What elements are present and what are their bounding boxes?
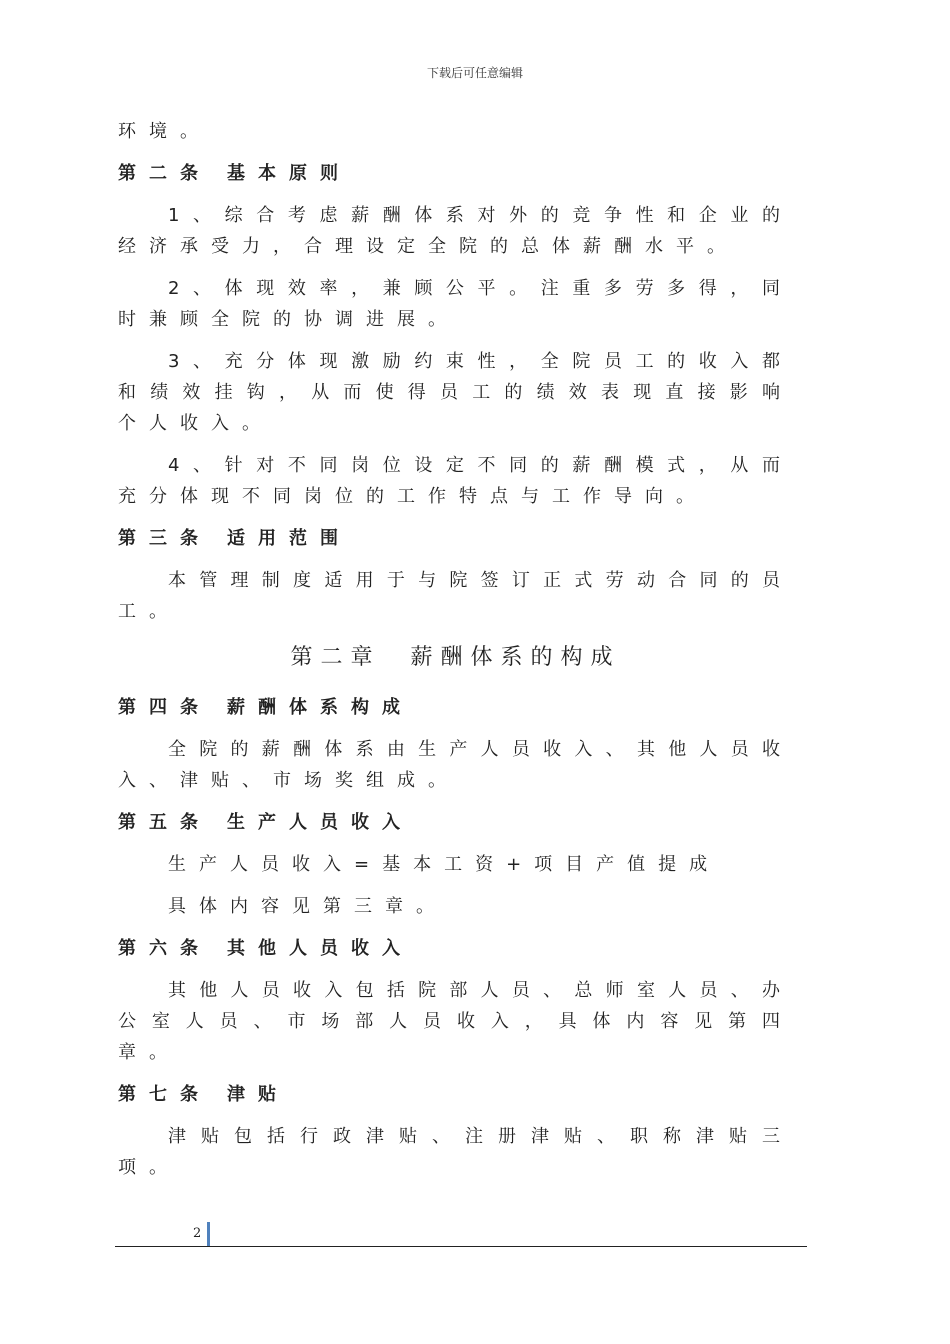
chapter-label: 第二章 (290, 645, 381, 670)
paragraph: 生产人员收入=基本工资+项目产值提成 (168, 854, 721, 875)
article-label: 第三条 (118, 528, 211, 549)
paragraph: 津贴包括行政津贴、注册津贴、职称津贴三项。 (118, 1126, 793, 1178)
article-title: 生产人员收入 (227, 812, 413, 833)
article-title: 基本原则 (227, 163, 351, 184)
paragraph: 环境。 (118, 121, 211, 142)
page-number: 2 (193, 1226, 202, 1241)
paragraph: 具体内容见第三章。 (168, 896, 447, 917)
article-label: 第二条 (118, 163, 211, 184)
page-header: 下载后可任意编辑 (426, 66, 523, 80)
paragraph: 1、综合考虑薪酬体系对外的竞争性和企业的经济承受力，合理设定全院的总体薪酬水平。 (118, 205, 793, 257)
article-title: 适用范围 (227, 528, 351, 549)
paragraph: 2、体现效率，兼顾公平。注重多劳多得，同时兼顾全院的协调进展。 (118, 278, 793, 330)
article-heading-6 (118, 933, 793, 964)
article-heading-4 (118, 692, 793, 723)
chapter-title: 薪酬体系的构成 (410, 645, 621, 670)
chapter-heading (118, 638, 793, 678)
article-heading-2 (118, 158, 793, 189)
article-label: 第五条 (118, 812, 211, 833)
article-label: 第四条 (118, 697, 211, 718)
document-body (118, 116, 793, 1194)
paragraph: 其他人员收入包括院部人员、总师室人员、办公室人员、市场部人员收入，具体内容见第四章。 (118, 980, 793, 1063)
footer-rule (115, 1246, 807, 1247)
article-title: 薪酬体系构成 (227, 697, 413, 718)
article-title: 津贴 (227, 1084, 289, 1105)
paragraph: 4、针对不同岗位设定不同的薪酬模式，从而充分体现不同岗位的工作特点与工作导向。 (118, 455, 793, 507)
article-heading-3 (118, 523, 793, 554)
paragraph: 全院的薪酬体系由生产人员收入、其他人员收入、津贴、市场奖组成。 (118, 739, 793, 791)
paragraph: 3、充分体现激励约束性，全院员工的收入都和绩效挂钩，从而使得员工的绩效表现直接影响个人收入。 (118, 351, 793, 434)
article-title: 其他人员收入 (227, 938, 413, 959)
page-footer (115, 1218, 807, 1248)
page-number-accent-bar (207, 1222, 210, 1246)
article-label: 第七条 (118, 1084, 211, 1105)
article-heading-7 (118, 1079, 793, 1110)
article-heading-5 (118, 807, 793, 838)
article-label: 第六条 (118, 938, 211, 959)
paragraph: 本管理制度适用于与院签订正式劳动合同的员工。 (118, 570, 793, 622)
